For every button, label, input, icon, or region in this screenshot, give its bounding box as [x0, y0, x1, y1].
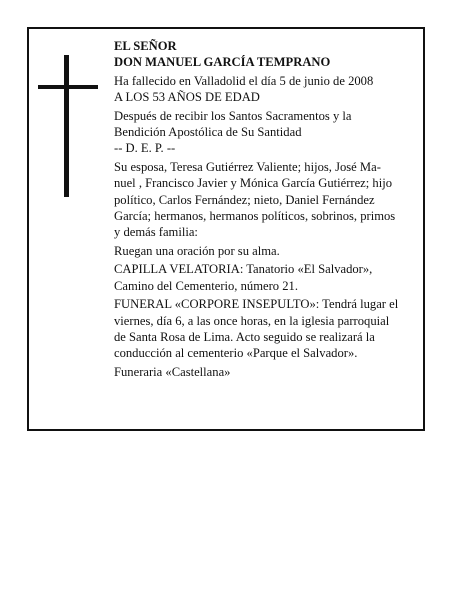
- funeral-line-1: FUNERAL «CORPORE INSEPULTO»: Tendrá lugar el: [114, 297, 399, 312]
- family-line-2: nuel , Francisco Javier y Mónica García Gutiérrez; hijo: [114, 176, 393, 191]
- chapel-line-1: CAPILLA VELATORIA: Tanatorio «El Salvador»,: [114, 262, 373, 277]
- family-line-4: García; hermanos, hermanos políticos, sobrinos, primos: [114, 209, 396, 224]
- title-line-1: EL SEÑOR: [114, 39, 177, 53]
- sacraments-line-2: Bendición Apostólica de Su Santidad: [114, 125, 302, 140]
- cross-icon: [38, 55, 98, 197]
- family-line-3: político, Carlos Fernández; nieto, Daniel Fernández: [114, 192, 375, 207]
- funeral-line-3: de Santa Rosa de Lima. Acto seguido se realizará la: [114, 329, 375, 344]
- prayer-request: Ruegan una oración por su alma.: [114, 243, 280, 258]
- age-statement: A LOS 53 AÑOS DE EDAD: [114, 90, 260, 105]
- chapel-line-2: Camino del Cementerio, número 21.: [114, 278, 298, 293]
- family-line-1: Su esposa, Teresa Gutiérrez Valiente; hijos, José Ma-: [114, 159, 381, 174]
- cross-horizontal-bar: [38, 85, 98, 89]
- title-line-2-name: DON MANUEL GARCÍA TEMPRANO: [114, 55, 331, 70]
- cross-vertical-bar: [64, 55, 69, 197]
- obituary-text: [114, 38, 430, 382]
- funeral-line-2: viernes, día 6, a las once horas, en la iglesia parroquial: [114, 313, 390, 328]
- funeral-home: Funeraria «Castellana»: [114, 364, 231, 379]
- sacraments-line-1: Después de recibir los Santos Sacramentos y la: [114, 108, 352, 123]
- funeral-line-4: conducción al cementerio «Parque el Salvador».: [114, 346, 358, 361]
- family-line-5: y demás familia:: [114, 225, 198, 240]
- death-statement: Ha fallecido en Valladolid el día 5 de junio de 2008: [114, 73, 374, 88]
- rip-line: -- D. E. P. --: [114, 141, 176, 156]
